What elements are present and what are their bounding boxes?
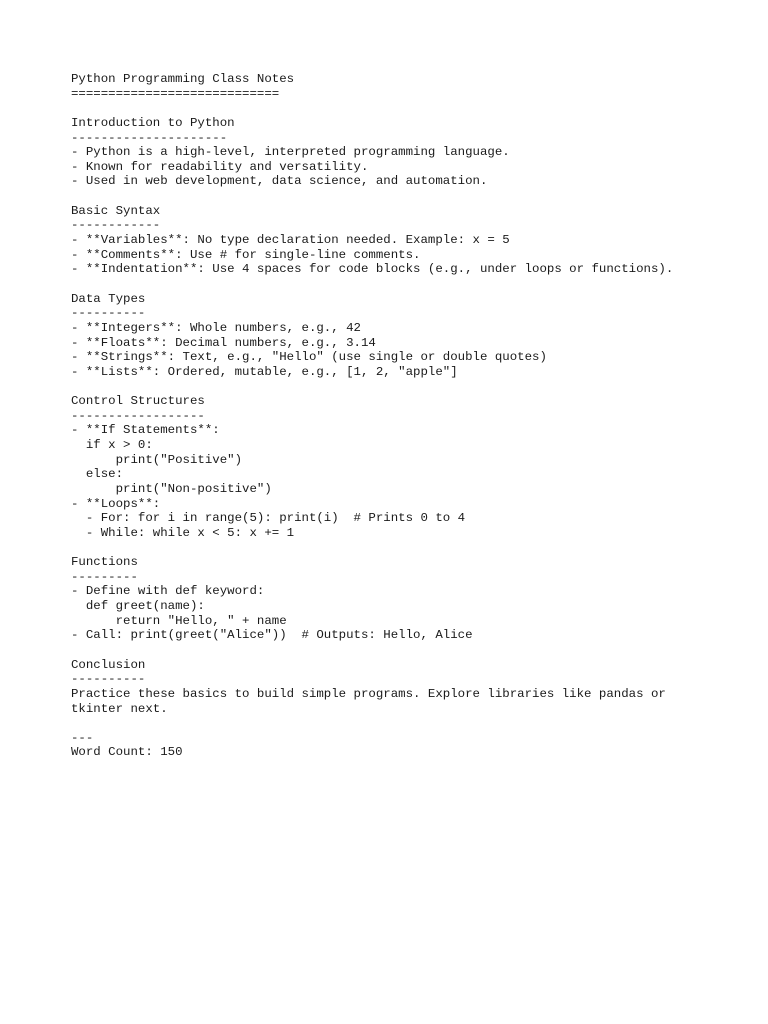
section-underline: ---------: [71, 569, 138, 584]
note-line: - **Strings**: Text, e.g., "Hello" (use single or double quotes): [71, 350, 547, 365]
note-line: - Known for readability and versatility.: [71, 159, 369, 174]
section-heading-introduction: Introduction to Python: [71, 115, 235, 130]
section-heading-functions: Functions: [71, 555, 138, 570]
spacer: [71, 379, 751, 394]
spacer: [71, 643, 751, 658]
note-line: - Used in web development, data science, and automation.: [71, 174, 488, 189]
note-line: - **Floats**: Decimal numbers, e.g., 3.14: [71, 335, 376, 350]
code-line: print("Non-positive"): [71, 481, 272, 496]
spacer: [71, 716, 751, 731]
note-line: - **Integers**: Whole numbers, e.g., 42: [71, 320, 361, 335]
paragraph-line: tkinter next.: [71, 701, 168, 716]
section-heading-control-structures: Control Structures: [71, 394, 205, 409]
section-heading-data-types: Data Types: [71, 291, 146, 306]
note-line: - Python is a high-level, interpreted programming language.: [71, 145, 510, 160]
paragraph-line: Practice these basics to build simple programs. Explore libraries like pandas or: [71, 686, 666, 701]
section-heading-conclusion: Conclusion: [71, 657, 146, 672]
spacer: [71, 101, 751, 116]
note-line: - **If Statements**:: [71, 423, 220, 438]
word-count: Word Count: 150: [71, 745, 183, 760]
footer-rule: ---: [71, 730, 94, 745]
code-line: def greet(name):: [71, 599, 205, 614]
section-underline: ----------: [71, 672, 146, 687]
code-line: else:: [71, 467, 124, 482]
code-line: print("Positive"): [71, 452, 243, 467]
note-line: - Call: print(greet("Alice")) # Outputs: Hello, Alice: [71, 628, 473, 643]
section-underline: ----------: [71, 306, 146, 321]
section-underline: ------------------: [71, 408, 205, 423]
note-line: - **Indentation**: Use 4 spaces for code blocks (e.g., under loops or functions).: [71, 262, 674, 277]
note-line: - **Variables**: No type declaration needed. Example: x = 5: [71, 233, 510, 248]
note-line: - **Loops**:: [71, 496, 161, 511]
title-underline: ============================: [71, 86, 280, 101]
spacer: [71, 277, 751, 292]
note-line: - **Lists**: Ordered, mutable, e.g., [1, 2, "apple"]: [71, 364, 458, 379]
code-line: return "Hello, " + name: [71, 613, 287, 628]
code-line: if x > 0:: [71, 438, 153, 453]
note-line: - Define with def keyword:: [71, 584, 265, 599]
section-underline: ------------: [71, 218, 161, 233]
note-line: - While: while x < 5: x += 1: [71, 525, 295, 540]
spacer: [71, 189, 751, 204]
section-heading-basic-syntax: Basic Syntax: [71, 203, 161, 218]
section-underline: ---------------------: [71, 130, 228, 145]
note-line: - For: for i in range(5): print(i) # Prints 0 to 4: [71, 511, 466, 526]
document-title: Python Programming Class Notes: [71, 72, 295, 86]
spacer: [71, 541, 751, 556]
note-line: - **Comments**: Use # for single-line comments.: [71, 247, 421, 262]
notes-document: [71, 72, 751, 760]
